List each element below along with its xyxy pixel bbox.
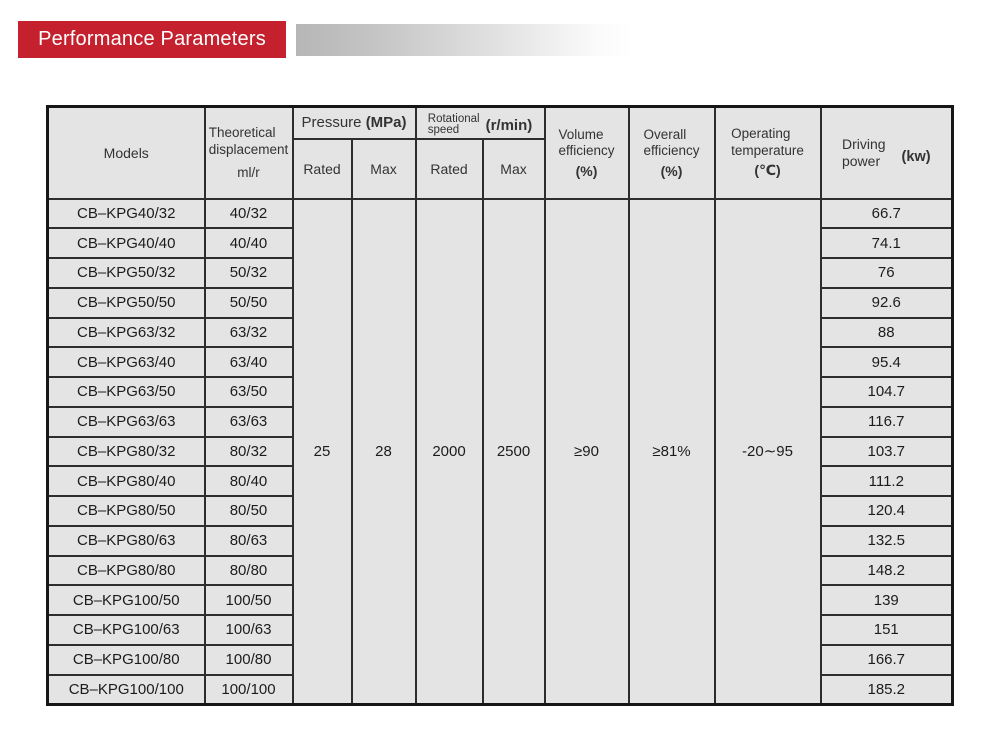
power-cell: 151 xyxy=(821,615,953,645)
col-header-volume-efficiency xyxy=(545,107,629,199)
displacement-cell: 80/63 xyxy=(205,526,293,556)
displacement-cell: 100/100 xyxy=(205,675,293,705)
power-cell: 132.5 xyxy=(821,526,953,556)
overall-efficiency-unit-label: (%) xyxy=(660,162,683,179)
model-cell: CB–KPG40/32 xyxy=(48,199,205,229)
speed-unit-label: (r/min) xyxy=(485,116,533,134)
col-header-pressure xyxy=(293,107,416,139)
model-cell: CB–KPG63/63 xyxy=(48,407,205,437)
displacement-cell: 63/40 xyxy=(205,347,293,377)
power-cell: 166.7 xyxy=(821,645,953,675)
col-header-displacement xyxy=(205,107,293,199)
model-cell: CB–KPG100/63 xyxy=(48,615,205,645)
operating-temperature-cell: -20∼95 xyxy=(715,199,821,705)
power-cell: 66.7 xyxy=(821,199,953,229)
model-cell: CB–KPG50/32 xyxy=(48,258,205,288)
table-row xyxy=(48,199,953,229)
speed-rated-cell: 2000 xyxy=(416,199,483,705)
displacement-cell: 63/32 xyxy=(205,318,293,348)
power-cell: 88 xyxy=(821,318,953,348)
displacement-cell: 80/50 xyxy=(205,496,293,526)
model-cell: CB–KPG40/40 xyxy=(48,228,205,258)
displacement-cell: 80/32 xyxy=(205,437,293,467)
volume-efficiency-cell: ≥90 xyxy=(545,199,629,705)
page-title: Performance Parameters xyxy=(18,21,286,58)
displacement-cell: 40/40 xyxy=(205,228,293,258)
power-cell: 95.4 xyxy=(821,347,953,377)
col-header-operating-temperature xyxy=(715,107,821,199)
table-header xyxy=(48,107,953,199)
model-cell: CB–KPG50/50 xyxy=(48,288,205,318)
model-cell: CB–KPG100/80 xyxy=(48,645,205,675)
power-cell: 185.2 xyxy=(821,675,953,705)
power-cell: 104.7 xyxy=(821,377,953,407)
model-cell: CB–KPG80/32 xyxy=(48,437,205,467)
model-cell: CB–KPG63/50 xyxy=(48,377,205,407)
col-header-models xyxy=(48,107,205,199)
volume-efficiency-unit-label: (%) xyxy=(575,162,598,179)
speed-max-cell: 2500 xyxy=(483,199,545,705)
displacement-cell: 100/50 xyxy=(205,585,293,615)
pressure-unit-label: (MPa) xyxy=(365,114,407,132)
operating-temperature-unit-label: (℃) xyxy=(754,162,781,179)
driving-power-unit-label: (kw) xyxy=(901,148,931,165)
title-gradient-bar xyxy=(296,24,633,56)
col-header-speed xyxy=(416,107,545,139)
model-cell: CB–KPG63/40 xyxy=(48,347,205,377)
table-header-row-1 xyxy=(48,107,953,139)
col-header-pressure-max: Max xyxy=(352,139,416,199)
model-cell: CB–KPG80/50 xyxy=(48,496,205,526)
model-cell: CB–KPG80/40 xyxy=(48,466,205,496)
col-header-speed-max: Max xyxy=(483,139,545,199)
displacement-cell: 100/80 xyxy=(205,645,293,675)
table-body xyxy=(48,199,953,705)
power-cell: 74.1 xyxy=(821,228,953,258)
displacement-cell: 80/40 xyxy=(205,466,293,496)
col-header-driving-power xyxy=(821,107,953,199)
overall-efficiency-label: Overall efficiency xyxy=(643,126,700,159)
operating-temperature-label: Operating temperature xyxy=(731,126,804,158)
displacement-label: Theoretical displacement xyxy=(208,125,289,157)
power-cell: 76 xyxy=(821,258,953,288)
pressure-max-cell: 28 xyxy=(352,199,416,705)
displacement-cell: 63/63 xyxy=(205,407,293,437)
model-cell: CB–KPG80/80 xyxy=(48,556,205,586)
pressure-label: Pressure xyxy=(301,114,362,132)
model-cell: CB–KPG63/32 xyxy=(48,318,205,348)
col-header-speed-rated: Rated xyxy=(416,139,483,199)
power-cell: 116.7 xyxy=(821,407,953,437)
displacement-cell: 100/63 xyxy=(205,615,293,645)
displacement-unit-label: ml/r xyxy=(237,165,260,181)
col-header-overall-efficiency xyxy=(629,107,715,199)
power-cell: 148.2 xyxy=(821,556,953,586)
power-cell: 103.7 xyxy=(821,437,953,467)
model-cell: CB–KPG100/100 xyxy=(48,675,205,705)
model-cell: CB–KPG100/50 xyxy=(48,585,205,615)
col-header-pressure-rated: Rated xyxy=(293,139,352,199)
driving-power-label: Driving power xyxy=(841,135,886,169)
power-cell: 139 xyxy=(821,585,953,615)
overall-efficiency-cell: ≥81% xyxy=(629,199,715,705)
volume-efficiency-label: Volume efficiency xyxy=(558,126,615,159)
power-cell: 111.2 xyxy=(821,466,953,496)
pressure-rated-cell: 25 xyxy=(293,199,352,705)
displacement-cell: 50/32 xyxy=(205,258,293,288)
power-cell: 92.6 xyxy=(821,288,953,318)
displacement-cell: 40/32 xyxy=(205,199,293,229)
table-container xyxy=(46,105,954,706)
speed-label: Rotational speed xyxy=(427,112,480,137)
models-label: Models xyxy=(103,144,149,161)
performance-table xyxy=(46,105,954,706)
displacement-cell: 50/50 xyxy=(205,288,293,318)
displacement-cell: 63/50 xyxy=(205,377,293,407)
displacement-cell: 80/80 xyxy=(205,556,293,586)
power-cell: 120.4 xyxy=(821,496,953,526)
model-cell: CB–KPG80/63 xyxy=(48,526,205,556)
